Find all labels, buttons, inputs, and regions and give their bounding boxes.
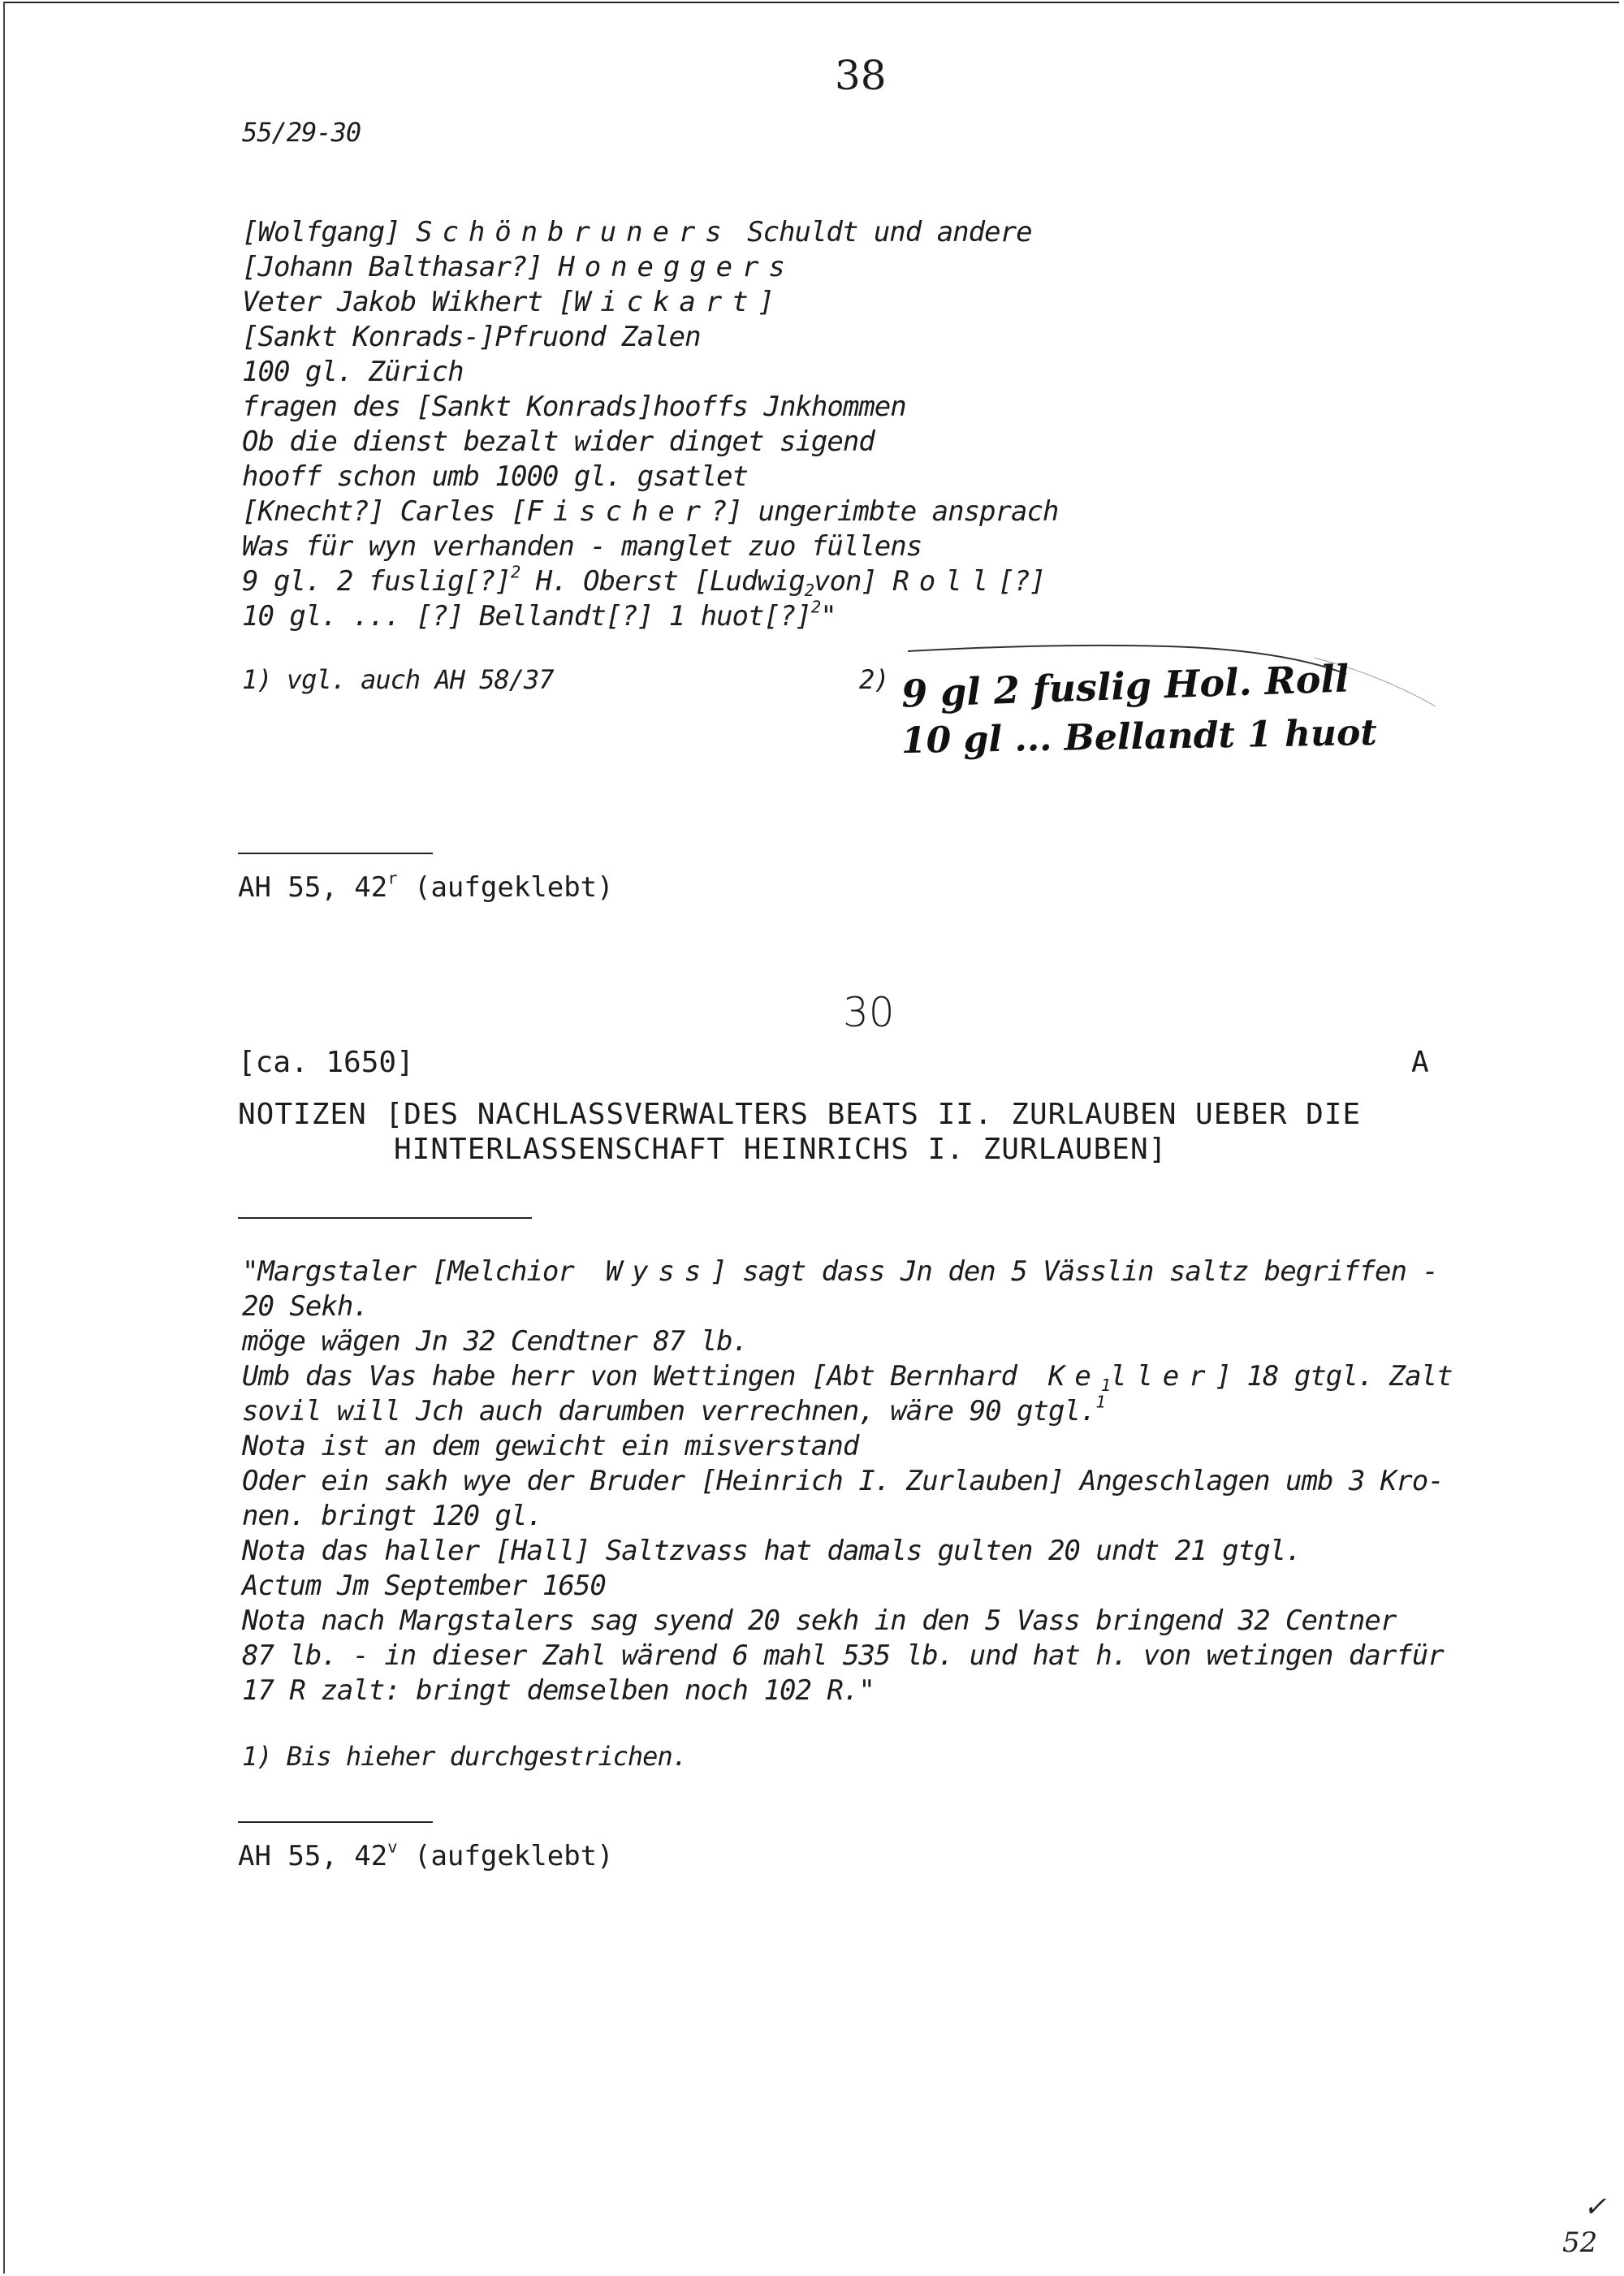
- footnote-1: 1) vgl. auch AH 58/37: [242, 664, 554, 695]
- transcription-line: [Wolfgang] Schönbruners Schuldt und andere: [242, 216, 1032, 248]
- transcription-line: fragen des [Sankt Konrads]hooffs Jnkhommen: [242, 391, 906, 423]
- document-letter: A: [1411, 1046, 1429, 1079]
- transcription-line: Umb das Vas habe herr von Wettingen [Abt Bernhard $Ke_1ller$] 18 gtgl. Zalt: [242, 1360, 1453, 1396]
- handwriting-line-2: 10 gl ... Bellandt 1 huot: [901, 711, 1378, 762]
- transcription-line: Oder ein sakh wye der Bruder [Heinrich I. Zurlauben] Angeschlagen umb 3 Kro-: [242, 1465, 1444, 1497]
- document-title-line-2: HINTERLASSENSCHAFT HEINRICHS I. ZURLAUBEN]: [394, 1133, 1168, 1166]
- document-number: 30: [843, 989, 895, 1036]
- transcription-line: hooff schon umb 1000 gl. gsatlet: [242, 460, 749, 493]
- transcription-line: Nota nach Margstalers sag syend 20 sekh in den 5 Vass bringend 32 Centner: [242, 1604, 1397, 1637]
- transcription-line: 20 Sekh.: [242, 1290, 369, 1323]
- separator-rule: [238, 853, 433, 854]
- footnote-doc2: 1) Bis hieher durchgestrichen.: [242, 1741, 687, 1772]
- handwritten-snippet: [892, 641, 1437, 796]
- transcription-line: Veter Jakob Wikhert [Wickart]: [242, 286, 774, 318]
- separator-rule: [238, 1217, 532, 1219]
- transcription-line: sovil will Jch auch darumben verrechnen, wäre 90 gtgl.$^1$: [242, 1392, 1105, 1427]
- document-title-line-1: NOTIZEN [DES NACHLASSVERWALTERS BEATS II. ZURLAUBEN UEBER DIE: [238, 1098, 1362, 1131]
- transcription-line: [Sankt Konrads-]Pfruond Zalen: [242, 321, 701, 353]
- transcription-line: möge wägen Jn 32 Cendtner 87 lb.: [242, 1325, 749, 1358]
- transcription-line: [Knecht?] Carles [Fischer?] ungerimbte ansprach: [242, 495, 1059, 528]
- transcription-line: Was für wyn verhanden - manglet zuo füllens: [242, 530, 922, 563]
- footnote-2-label: 2): [859, 664, 889, 695]
- transcription-line: 87 lb. - in dieser Zahl wärend 6 mahl 535 lb. und hat h. von wetingen darfür: [242, 1639, 1444, 1672]
- transcription-line: 10 gl. ... [?] Bellandt[?] 1 huot[?]$^2$": [242, 597, 836, 633]
- archive-initials: 52: [1562, 2226, 1598, 2259]
- transcription-line: [Johann Balthasar?] Honeggers: [242, 251, 795, 283]
- handwriting-line-1: 9 gl 2 fuslig Hol. Roll: [901, 656, 1350, 716]
- page-number: 38: [835, 52, 887, 99]
- document-date: [ca. 1650]: [238, 1046, 414, 1079]
- transcription-line: Actum Jm September 1650: [242, 1570, 606, 1602]
- source-reference-1: AH 55, 42$^r$ (aufgeklebt): [238, 868, 614, 904]
- transcription-line: Ob die dienst bezalt wider dinget sigend: [242, 425, 875, 458]
- transcription-line: 100 gl. Zürich: [242, 356, 464, 388]
- transcription-line: 9 gl. 2 fuslig[?]$^2$ H. Oberst [Ludwig$_2$von] Roll[?]: [242, 562, 1046, 601]
- check-mark-icon: ✓: [1583, 2191, 1607, 2223]
- transcription-line: nen. bringt 120 gl.: [242, 1500, 542, 1532]
- source-reference-2: AH 55, 42$^v$ (aufgeklebt): [238, 1837, 614, 1872]
- separator-rule: [238, 1821, 433, 1823]
- transcription-line: 17 R zalt: bringt demselben noch 102 R.": [242, 1674, 875, 1707]
- transcription-line: Nota ist an dem gewicht ein misverstand: [242, 1430, 859, 1462]
- document-reference: 55/29-30: [242, 117, 361, 148]
- transcription-line: "Margstaler [Melchior Wyss] sagt dass Jn den 5 Vässlin saltz begriffen -: [242, 1255, 1438, 1288]
- transcription-line: Nota das haller [Hall] Saltzvass hat damals gulten 20 undt 21 gtgl.: [242, 1535, 1302, 1567]
